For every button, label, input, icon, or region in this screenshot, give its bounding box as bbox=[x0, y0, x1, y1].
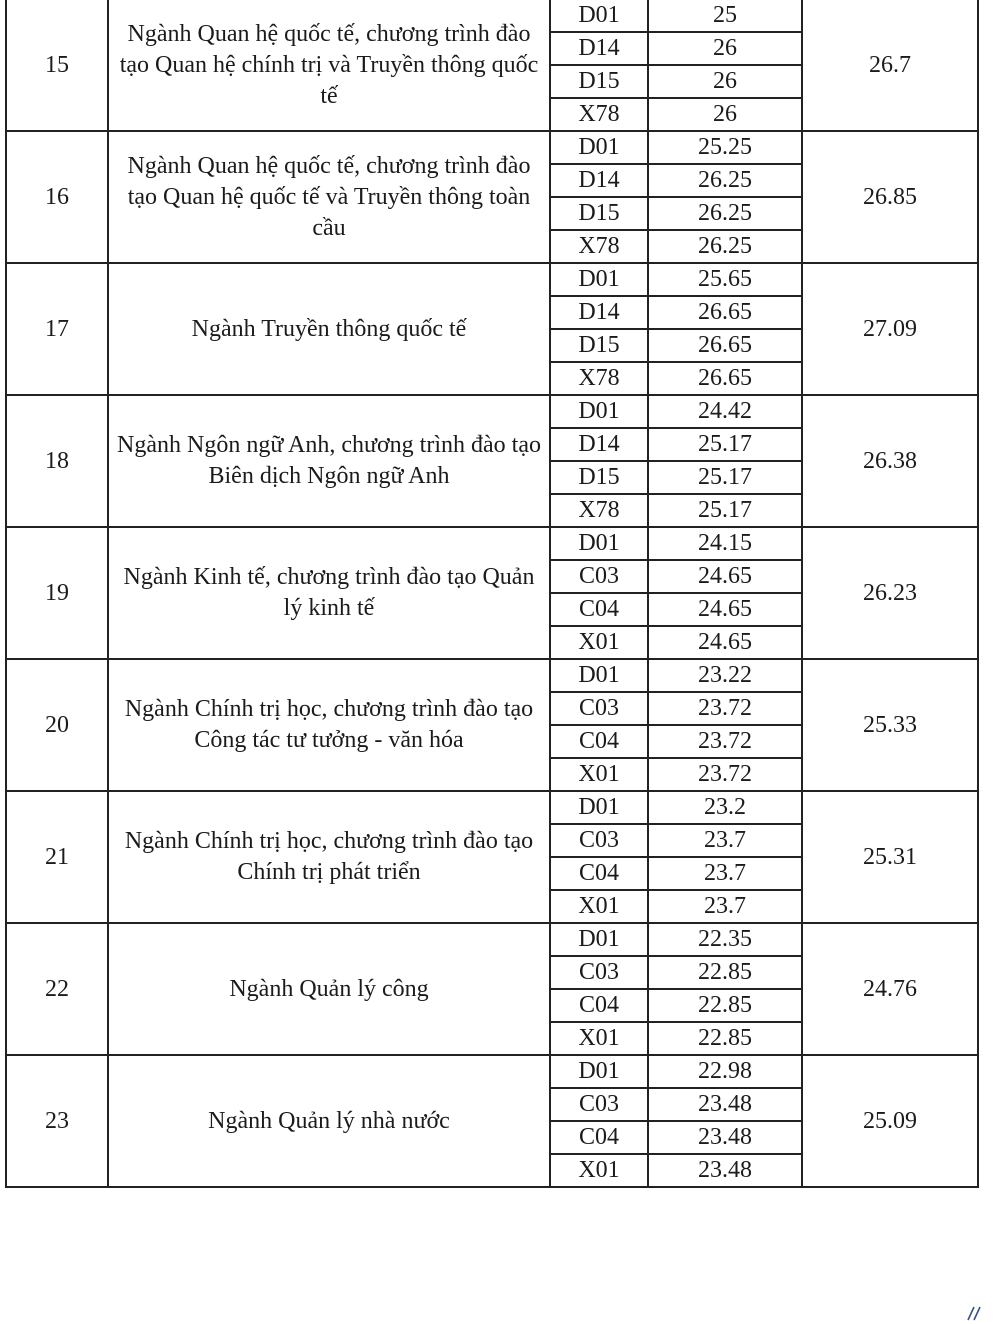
combination-score-cell: 23.7 bbox=[648, 857, 802, 890]
program-name-cell: Ngành Kinh tế, chương trình đào tạo Quản lý kinh tế bbox=[108, 527, 550, 659]
program-name-cell: Ngành Quan hệ quốc tế, chương trình đào tạo Quan hệ quốc tế và Truyền thông toàn cầu bbox=[108, 131, 550, 263]
subject-combination-cell: D01 bbox=[550, 395, 648, 428]
subject-combination-cell: D01 bbox=[550, 923, 648, 956]
benchmark-score-cell: 26.23 bbox=[802, 527, 978, 659]
subject-combination-cell: X78 bbox=[550, 494, 648, 527]
combination-score-cell: 25.17 bbox=[648, 494, 802, 527]
combination-score-cell: 24.65 bbox=[648, 560, 802, 593]
program-name-cell: Ngành Chính trị học, chương trình đào tạo Chính trị phát triển bbox=[108, 791, 550, 923]
benchmark-score-cell: 25.31 bbox=[802, 791, 978, 923]
combination-score-cell: 25 bbox=[648, 0, 802, 32]
row-number-cell: 21 bbox=[6, 791, 108, 923]
combination-score-cell: 26 bbox=[648, 98, 802, 131]
combination-score-cell: 25.65 bbox=[648, 263, 802, 296]
table-row bbox=[6, 659, 978, 692]
subject-combination-cell: X78 bbox=[550, 98, 648, 131]
subject-combination-cell: C03 bbox=[550, 692, 648, 725]
subject-combination-cell: X01 bbox=[550, 890, 648, 923]
row-number-cell: 15 bbox=[6, 0, 108, 131]
benchmark-score-cell: 26.85 bbox=[802, 131, 978, 263]
combination-score-cell: 25.25 bbox=[648, 131, 802, 164]
combination-score-cell: 23.72 bbox=[648, 758, 802, 791]
subject-combination-cell: D15 bbox=[550, 197, 648, 230]
benchmark-score-cell: 24.76 bbox=[802, 923, 978, 1055]
subject-combination-cell: X01 bbox=[550, 1022, 648, 1055]
combination-score-cell: 26.25 bbox=[648, 197, 802, 230]
benchmark-score-cell: 25.09 bbox=[802, 1055, 978, 1187]
combination-score-cell: 22.85 bbox=[648, 989, 802, 1022]
subject-combination-cell: D14 bbox=[550, 164, 648, 197]
subject-combination-cell: D15 bbox=[550, 65, 648, 98]
subject-combination-cell: X01 bbox=[550, 758, 648, 791]
subject-combination-cell: C03 bbox=[550, 560, 648, 593]
combination-score-cell: 22.98 bbox=[648, 1055, 802, 1088]
subject-combination-cell: D01 bbox=[550, 1055, 648, 1088]
combination-score-cell: 22.85 bbox=[648, 956, 802, 989]
combination-score-cell: 22.85 bbox=[648, 1022, 802, 1055]
row-number-cell: 18 bbox=[6, 395, 108, 527]
row-number-cell: 17 bbox=[6, 263, 108, 395]
combination-score-cell: 23.7 bbox=[648, 890, 802, 923]
program-name-cell: Ngành Truyền thông quốc tế bbox=[108, 263, 550, 395]
subject-combination-cell: D01 bbox=[550, 527, 648, 560]
table-row bbox=[6, 131, 978, 164]
combination-score-cell: 24.65 bbox=[648, 593, 802, 626]
subject-combination-cell: D01 bbox=[550, 263, 648, 296]
page-corner-mark-icon bbox=[965, 1304, 985, 1322]
benchmark-score-cell: 26.7 bbox=[802, 0, 978, 131]
table-body bbox=[6, 0, 978, 1187]
table-row bbox=[6, 527, 978, 560]
subject-combination-cell: C04 bbox=[550, 989, 648, 1022]
row-number-cell: 20 bbox=[6, 659, 108, 791]
subject-combination-cell: C04 bbox=[550, 725, 648, 758]
row-number-cell: 23 bbox=[6, 1055, 108, 1187]
combination-score-cell: 26.65 bbox=[648, 296, 802, 329]
table-row bbox=[6, 923, 978, 956]
table-row bbox=[6, 1055, 978, 1088]
subject-combination-cell: D15 bbox=[550, 461, 648, 494]
combination-score-cell: 25.17 bbox=[648, 428, 802, 461]
combination-score-cell: 24.65 bbox=[648, 626, 802, 659]
combination-score-cell: 26 bbox=[648, 65, 802, 98]
subject-combination-cell: D15 bbox=[550, 329, 648, 362]
subject-combination-cell: D14 bbox=[550, 428, 648, 461]
combination-score-cell: 23.48 bbox=[648, 1121, 802, 1154]
combination-score-cell: 23.72 bbox=[648, 692, 802, 725]
benchmark-score-cell: 25.33 bbox=[802, 659, 978, 791]
table-row bbox=[6, 395, 978, 428]
program-name-cell: Ngành Quản lý công bbox=[108, 923, 550, 1055]
row-number-cell: 19 bbox=[6, 527, 108, 659]
combination-score-cell: 23.22 bbox=[648, 659, 802, 692]
combination-score-cell: 24.42 bbox=[648, 395, 802, 428]
program-name-cell: Ngành Quản lý nhà nước bbox=[108, 1055, 550, 1187]
subject-combination-cell: C03 bbox=[550, 1088, 648, 1121]
combination-score-cell: 23.2 bbox=[648, 791, 802, 824]
subject-combination-cell: C04 bbox=[550, 1121, 648, 1154]
program-name-cell: Ngành Quan hệ quốc tế, chương trình đào tạo Quan hệ chính trị và Truyền thông quốc tế bbox=[108, 0, 550, 131]
table-row bbox=[6, 0, 978, 32]
subject-combination-cell: X01 bbox=[550, 1154, 648, 1187]
combination-score-cell: 23.48 bbox=[648, 1154, 802, 1187]
subject-combination-cell: C03 bbox=[550, 956, 648, 989]
combination-score-cell: 26.25 bbox=[648, 230, 802, 263]
combination-score-cell: 23.72 bbox=[648, 725, 802, 758]
subject-combination-cell: D14 bbox=[550, 32, 648, 65]
combination-score-cell: 25.17 bbox=[648, 461, 802, 494]
combination-score-cell: 22.35 bbox=[648, 923, 802, 956]
subject-combination-cell: D01 bbox=[550, 659, 648, 692]
subject-combination-cell: D01 bbox=[550, 791, 648, 824]
program-name-cell: Ngành Chính trị học, chương trình đào tạo Công tác tư tưởng - văn hóa bbox=[108, 659, 550, 791]
subject-combination-cell: D01 bbox=[550, 0, 648, 32]
table-row bbox=[6, 791, 978, 824]
combination-score-cell: 26 bbox=[648, 32, 802, 65]
subject-combination-cell: C04 bbox=[550, 857, 648, 890]
table-row bbox=[6, 263, 978, 296]
combination-score-cell: 23.48 bbox=[648, 1088, 802, 1121]
benchmark-score-cell: 26.38 bbox=[802, 395, 978, 527]
subject-combination-cell: X78 bbox=[550, 362, 648, 395]
row-number-cell: 16 bbox=[6, 131, 108, 263]
combination-score-cell: 26.65 bbox=[648, 362, 802, 395]
admission-score-table bbox=[5, 0, 979, 1188]
combination-score-cell: 26.25 bbox=[648, 164, 802, 197]
subject-combination-cell: D01 bbox=[550, 131, 648, 164]
subject-combination-cell: X01 bbox=[550, 626, 648, 659]
subject-combination-cell: C04 bbox=[550, 593, 648, 626]
combination-score-cell: 24.15 bbox=[648, 527, 802, 560]
benchmark-score-cell: 27.09 bbox=[802, 263, 978, 395]
subject-combination-cell: X78 bbox=[550, 230, 648, 263]
subject-combination-cell: C03 bbox=[550, 824, 648, 857]
subject-combination-cell: D14 bbox=[550, 296, 648, 329]
combination-score-cell: 23.7 bbox=[648, 824, 802, 857]
row-number-cell: 22 bbox=[6, 923, 108, 1055]
combination-score-cell: 26.65 bbox=[648, 329, 802, 362]
program-name-cell: Ngành Ngôn ngữ Anh, chương trình đào tạo Biên dịch Ngôn ngữ Anh bbox=[108, 395, 550, 527]
